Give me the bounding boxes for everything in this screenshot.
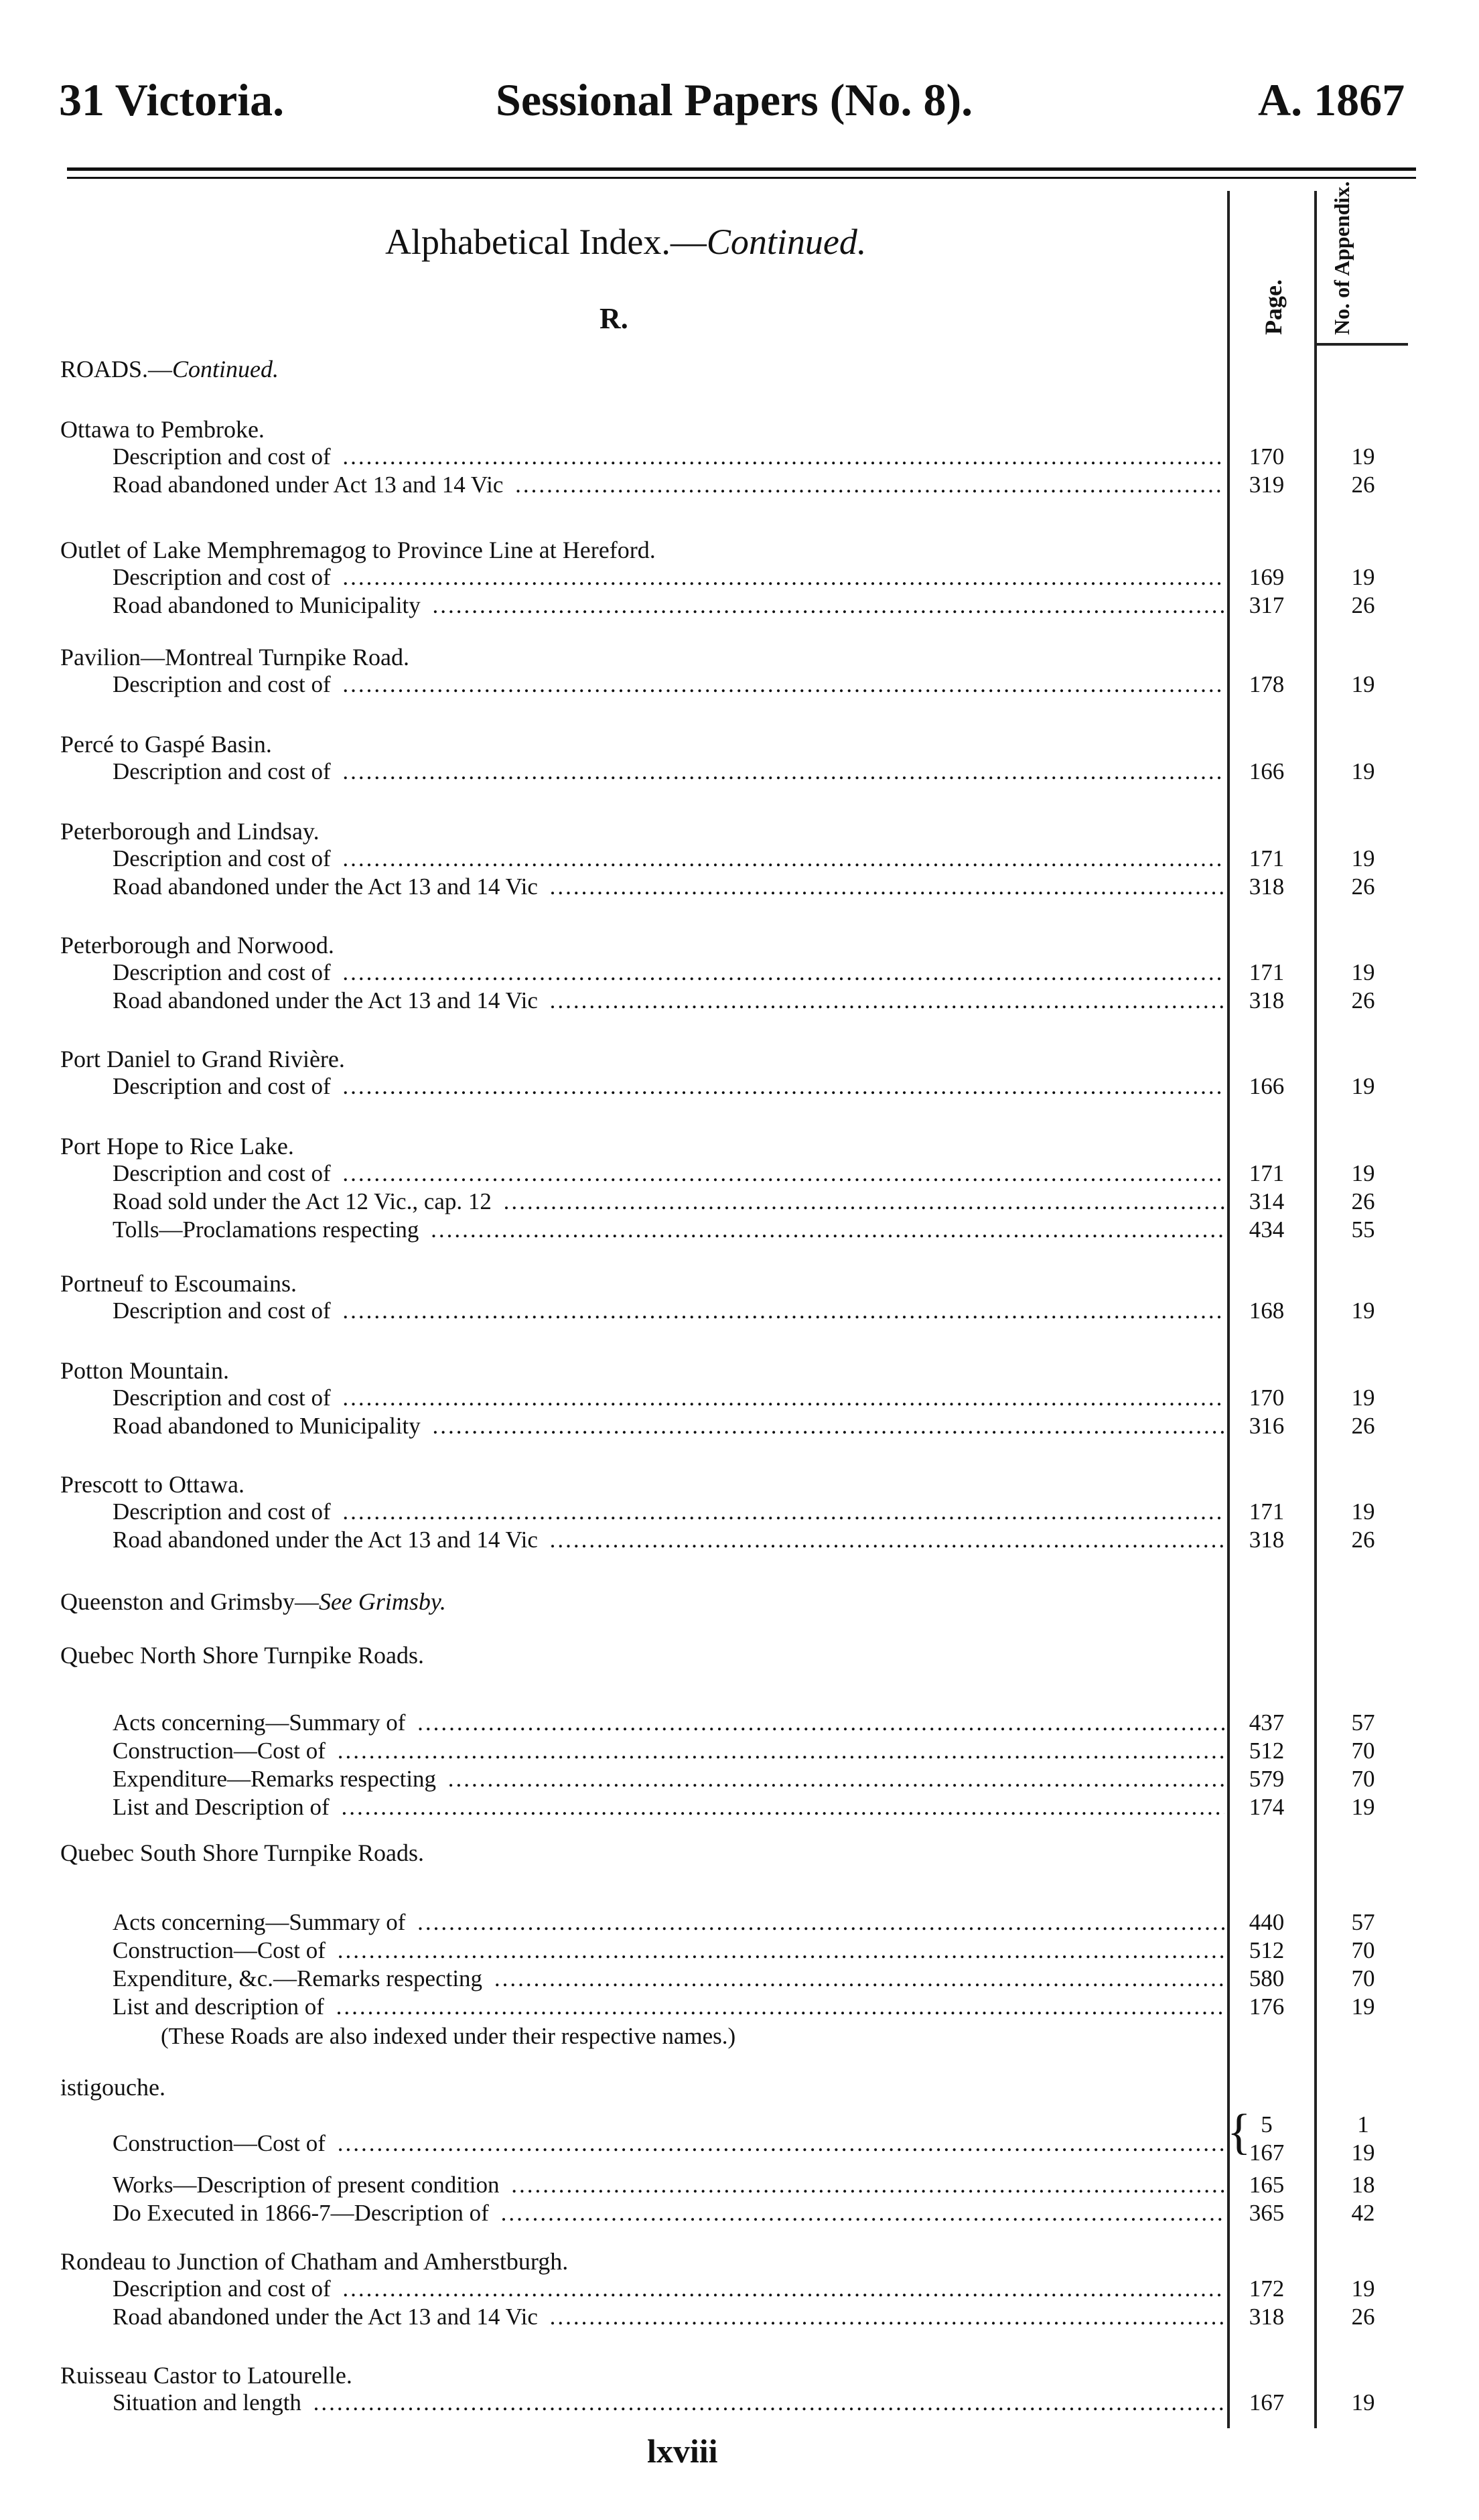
index-entry [0,443,1479,472]
page-column-title: Page. [1260,279,1287,335]
entry-page-number: 314 [1249,1188,1285,1214]
entry-group-title: Peterborough and Lindsay. [60,818,320,845]
entry-description: Description and cost of ..... [113,845,1224,872]
group-note: (These Roads are also indexed under their respective names.) [161,2023,736,2049]
index-entry [0,987,1479,1016]
index-entry [0,2389,1479,2418]
index-entry [0,1498,1479,1527]
entry-page-number: 166 [1249,758,1285,784]
entry-description: Description and cost of ..... [113,1498,1224,1525]
index-entry [0,2172,1479,2200]
entry-page-number: 318 [1249,987,1285,1013]
entry-page-number: 166 [1249,1073,1285,1099]
entry-page-number: 512 [1249,1738,1285,1764]
appendix-column-title: No. of Appendix. [1330,181,1354,335]
entry-page-number: 171 [1249,1498,1285,1525]
entry-appendix-number: 19 [1351,845,1375,871]
index-entry [0,758,1479,786]
entry-page-number: 580 [1249,1965,1285,1991]
index-entry [0,472,1479,500]
entry-appendix-number: 19 [1351,671,1375,697]
entry-appendix-number: 70 [1351,1738,1375,1764]
entry-description: Construction—Cost of ..... [113,1738,1224,1764]
entry-description: Description and cost of ..... [113,2276,1224,2302]
index-entry [0,1298,1479,1326]
entry-page-number: 165 [1249,2172,1285,2198]
entry-appendix-number: 42 [1351,2200,1375,2226]
entry-description: Construction—Cost of ..... [113,1937,1224,1964]
entry-appendix-number: 19 [1351,1160,1375,1186]
entry-description: Description and cost of ..... [113,758,1224,785]
entry-appendix-number: 26 [1351,2304,1375,2330]
entry-page-number: 316 [1249,1413,1285,1439]
header-left: 31 Victoria. [59,74,285,125]
entry-page-number: 178 [1249,671,1285,697]
entry-description: Situation and length ..... [113,2389,1224,2416]
header-rule-top [67,167,1416,171]
entry-description: Road abandoned to Municipality ..... [113,592,1224,619]
index-letter: R. [600,302,628,335]
index-entry [0,564,1479,592]
entry-group-title: Ottawa to Pembroke. [60,416,265,443]
index-entry [0,873,1479,902]
entry-appendix-number: 19 [1351,1385,1375,1411]
entry-description: List and Description of ..... [113,1794,1224,1821]
entry-description: Expenditure, &c.—Remarks respecting ..... [113,1965,1224,1992]
entry-description: Description and cost of ..... [113,1298,1224,1324]
entry-description: Construction—Cost of ..... [113,2130,1224,2157]
entry-appendix-number: 19 [1351,1498,1375,1525]
entry-group-title: Quebec South Shore Turnpike Roads. [60,1839,424,1866]
index-entry [0,1993,1479,2022]
entry-appendix-number: 26 [1351,1527,1375,1553]
entry-appendix-number: 1 [1357,2111,1369,2138]
index-entry [0,1160,1479,1188]
index-entry [0,1188,1479,1216]
entry-appendix-number: 26 [1351,472,1375,498]
entry-group-title: Quebec North Shore Turnpike Roads. [60,1642,424,1669]
entry-page-number: 168 [1249,1298,1285,1324]
entry-page-number: 174 [1249,1794,1285,1820]
entry-page-number: 512 [1249,1937,1285,1963]
entry-page-number: 169 [1249,564,1285,590]
entry-group-title: Peterborough and Norwood. [60,932,334,959]
entry-description: Description and cost of ..... [113,671,1224,698]
entry-appendix-number: 26 [1351,873,1375,900]
entry-group-title: Portneuf to Escoumains. [60,1270,297,1297]
entry-appendix-number: 19 [1351,1298,1375,1324]
index-entry [0,1413,1479,1441]
header-rule-bottom [67,177,1416,179]
index-entry [0,959,1479,987]
entry-description: List and description of ..... [113,1993,1224,2020]
entry-page-number: 176 [1249,1993,1285,2020]
index-entry [0,2105,1479,2166]
header-right: A. 1867 [1258,74,1405,125]
index-entry [0,1937,1479,1965]
entry-appendix-number: 19 [1351,959,1375,985]
index-entry [0,1766,1479,1794]
entry-description: Road abandoned to Municipality ..... [113,1413,1224,1440]
entry-group-title: Port Hope to Rice Lake. [60,1133,294,1160]
index-entry [0,592,1479,620]
entry-page-number: 318 [1249,2304,1285,2330]
entry-appendix-number: 26 [1351,987,1375,1013]
entry-page-number: 5 [1261,2111,1273,2138]
entry-description: Expenditure—Remarks respecting ..... [113,1766,1224,1793]
entry-appendix-number: 26 [1351,1188,1375,1214]
index-entry [0,671,1479,699]
entry-description: Works—Description of present condition ..... [113,2172,1224,2198]
entry-appendix-number: 57 [1351,1709,1375,1736]
entry-group-title: Rondeau to Junction of Chatham and Amherstburgh. [60,2248,569,2275]
entry-description: Description and cost of ..... [113,1160,1224,1187]
entry-page-number: 318 [1249,1527,1285,1553]
entry-description: Road abandoned under the Act 13 and 14 Vic ..... [113,2304,1224,2330]
entry-appendix-number: 55 [1351,1216,1375,1243]
entry-appendix-number: 19 [1351,2276,1375,2302]
entry-description: Description and cost of ..... [113,1385,1224,1411]
entry-appendix-number: 70 [1351,1965,1375,1991]
section-label: ROADS.—Continued. [60,356,279,382]
entry-page-number: 437 [1249,1709,1285,1736]
index-entry [0,1073,1479,1101]
entry-page-number: 172 [1249,2276,1285,2302]
entry-page-number: 317 [1249,592,1285,618]
index-entry [0,1527,1479,1555]
entry-page-number: 319 [1249,472,1285,498]
entry-group-title: Outlet of Lake Memphremagog to Province Line at Hereford. [60,537,656,563]
index-entry [0,1794,1479,1822]
entry-appendix-number: 70 [1351,1937,1375,1963]
header-center: Sessional Papers (No. 8). [496,74,973,125]
entry-description: Road sold under the Act 12 Vic., cap. 12 ..... [113,1188,1224,1215]
entry-description: Acts concerning—Summary of ..... [113,1709,1224,1736]
entry-page-number: 318 [1249,873,1285,900]
entry-description: Road abandoned under the Act 13 and 14 Vic ..... [113,873,1224,900]
index-entry [0,2200,1479,2228]
index-entry [0,1738,1479,1766]
entry-appendix-number-secondary: 19 [1351,2140,1375,2166]
index-entry [0,1965,1479,1993]
entry-page-number: 171 [1249,1160,1285,1186]
entry-appendix-number: 19 [1351,1794,1375,1820]
index-entry [0,2276,1479,2304]
brace-icon: { [1227,2105,1251,2160]
index-title: Alphabetical Index.—Continued. [385,222,867,262]
entry-page-number: 434 [1249,1216,1285,1243]
entry-page-number: 440 [1249,1909,1285,1935]
index-entry [0,1909,1479,1937]
entry-group-title: Prescott to Ottawa. [60,1471,244,1498]
entry-description: Description and cost of ..... [113,1073,1224,1100]
entry-page-number: 171 [1249,845,1285,871]
entry-page-number-secondary: 167 [1249,2140,1285,2166]
index-entry [0,845,1479,873]
entry-appendix-number: 19 [1351,758,1375,784]
entry-appendix-number: 19 [1351,2389,1375,2416]
entry-description: Description and cost of ..... [113,564,1224,591]
entry-description: Description and cost of ..... [113,959,1224,986]
index-entry [0,1216,1479,1245]
index-entry [0,2304,1479,2332]
entry-description: Description and cost of ..... [113,443,1224,470]
entry-appendix-number: 19 [1351,564,1375,590]
index-entry [0,1709,1479,1738]
entry-page-number: 365 [1249,2200,1285,2226]
entry-group-title: Percé to Gaspé Basin. [60,731,272,758]
entry-appendix-number: 57 [1351,1909,1375,1935]
entry-description: Acts concerning—Summary of ..... [113,1909,1224,1936]
entry-appendix-number: 18 [1351,2172,1375,2198]
entry-group-title: Ruisseau Castor to Latourelle. [60,2362,352,2389]
entry-description: Tolls—Proclamations respecting ..... [113,1216,1224,1243]
entry-description: Do Executed in 1866-7—Description of ..... [113,2200,1224,2227]
entry-appendix-number: 19 [1351,1993,1375,2020]
entry-page-number: 170 [1249,1385,1285,1411]
entry-description: Road abandoned under the Act 13 and 14 Vic ..... [113,1527,1224,1553]
entry-appendix-number: 19 [1351,1073,1375,1099]
entry-group-title: Queenston and Grimsby—See Grimsby. [60,1588,446,1615]
entry-page-number: 170 [1249,443,1285,470]
entry-group-title: Port Daniel to Grand Rivière. [60,1046,345,1072]
entry-group-title: istigouche. [60,2074,165,2101]
entry-appendix-number: 26 [1351,1413,1375,1439]
index-entry [0,1385,1479,1413]
entry-description: Road abandoned under Act 13 and 14 Vic ..... [113,472,1224,498]
entry-page-number: 171 [1249,959,1285,985]
column-header-rule [1314,343,1408,346]
entry-page-number: 167 [1249,2389,1285,2416]
entry-appendix-number: 26 [1351,592,1375,618]
entry-group-title: Pavilion—Montreal Turnpike Road. [60,644,409,671]
page-number-footer: lxviii [647,2432,718,2470]
entry-group-title: Potton Mountain. [60,1357,230,1384]
entry-page-number: 579 [1249,1766,1285,1792]
entry-appendix-number: 19 [1351,443,1375,470]
entry-appendix-number: 70 [1351,1766,1375,1792]
entry-description: Road abandoned under the Act 13 and 14 Vic ..... [113,987,1224,1014]
